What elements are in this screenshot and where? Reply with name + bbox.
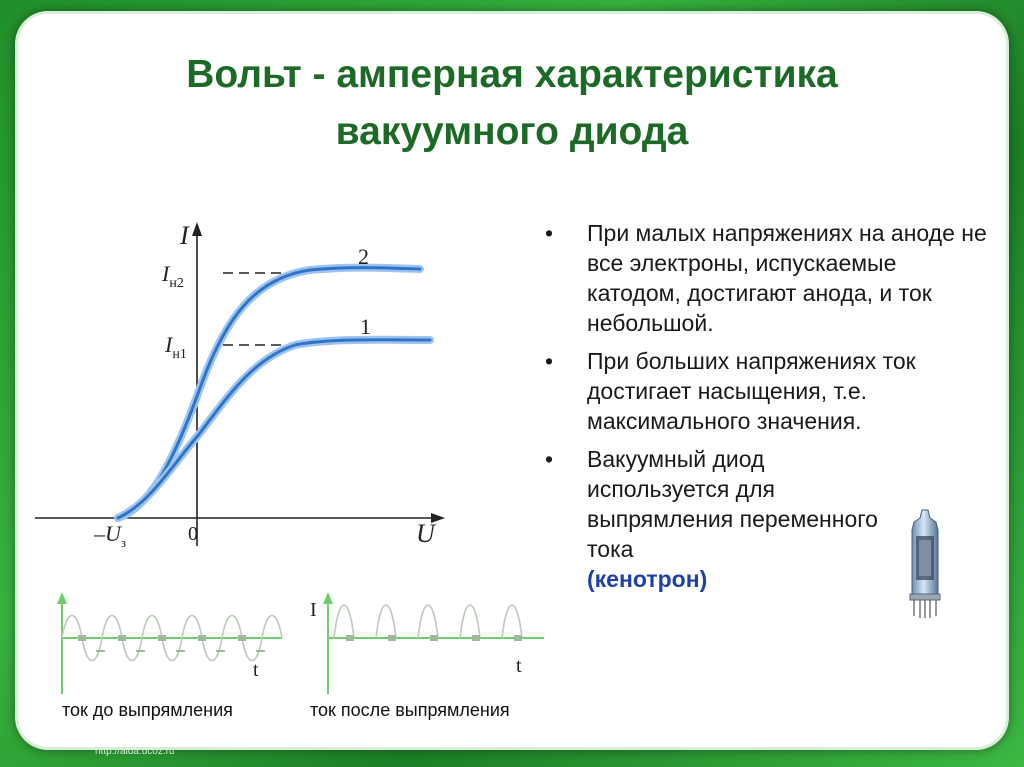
kenotron-tube-image <box>900 508 950 620</box>
bullet-text: Вакуумный диод используется для выпрямления переменного тока <box>587 446 878 562</box>
label-in2-sub: н2 <box>169 276 184 291</box>
wave-after-i-label: I <box>310 599 317 621</box>
bullet-marker: • <box>545 220 554 246</box>
x-axis-label: U <box>416 519 435 548</box>
label-neg-uz-main: –U <box>94 521 121 546</box>
wave-before-y-arrow <box>57 592 67 604</box>
label-in2-main: I <box>162 261 170 286</box>
bullet-marker: • <box>545 446 554 472</box>
curve-1-label: 1 <box>360 314 371 339</box>
curve-1 <box>118 340 430 518</box>
title-line-1: Вольт - амперная характеристика <box>186 53 838 96</box>
curve-2-label: 2 <box>358 244 369 269</box>
bullet-marker: • <box>545 348 554 374</box>
footer-url: http://aida.ucoz.ru <box>95 746 175 757</box>
label-neg-uz-sub: з <box>120 535 127 550</box>
bullet-text: При больших напряжениях ток достигает насыщения, т.е. максимального значения. <box>587 348 916 434</box>
vac-graph <box>30 218 450 558</box>
slide-title <box>0 46 1024 160</box>
title-line-2: вакуумного диода <box>335 110 689 153</box>
y-axis-arrow <box>192 222 202 236</box>
caption-after: ток после выпрямления <box>310 700 510 720</box>
label-in1 <box>164 332 187 362</box>
y-axis-label: I <box>180 221 189 250</box>
label-in2 <box>161 261 184 291</box>
wave-after-sine <box>334 605 522 638</box>
wave-after-y-arrow <box>323 592 333 604</box>
wave-before-graph <box>50 592 290 698</box>
label-in1-sub: н1 <box>172 347 187 362</box>
bullet-item <box>545 218 990 338</box>
curve-1-glow <box>118 340 430 518</box>
wave-after-t-label: t <box>516 655 522 677</box>
bullet-item <box>545 346 990 436</box>
label-zero: 0 <box>188 523 198 545</box>
bullet-item <box>545 444 887 594</box>
caption-before: ток до выпрямления <box>62 700 233 720</box>
wave-before-t-label: t <box>253 659 259 681</box>
wave-after-graph <box>300 592 550 698</box>
bullet-text: При малых напряжениях на аноде не все электроны, испускаемые катодом, достигают анода, и ток небольшой. <box>587 220 987 336</box>
label-neg-uz <box>93 521 126 550</box>
label-in1-main: I <box>165 332 173 357</box>
kenotron-label: (кенотрон) <box>587 566 708 592</box>
